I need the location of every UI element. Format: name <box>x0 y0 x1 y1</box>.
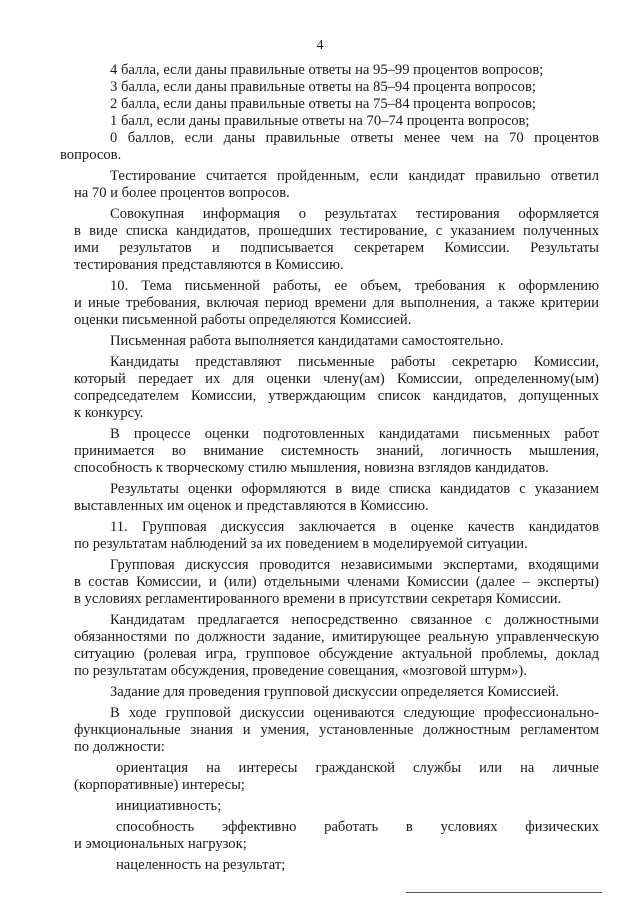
text-line: Групповая дискуссия проводится независимыми экспертами, входящими <box>110 557 599 573</box>
text-line: вопросов. <box>60 147 122 163</box>
text-line: ими результатов и подписывается секретарем Комиссии. Результаты <box>74 240 599 256</box>
text-line: нацеленность на результат; <box>116 857 286 873</box>
text-line: и эмоциональных нагрузок; <box>74 836 247 852</box>
text-line: оценки письменной работы определяются Комиссией. <box>74 312 412 328</box>
text-line: и иные требования, включая период времени для выполнения, а также критерии <box>74 295 599 311</box>
page-number: 4 <box>316 38 324 53</box>
text-line: Тестирование считается пройденным, если кандидат правильно ответил <box>110 168 599 184</box>
text-line: по результатам наблюдений за их поведением в моделируемой ситуации. <box>74 536 528 552</box>
text-line: принимается во внимание системность знаний, логичность мышления, <box>74 443 599 459</box>
text-line: 0 баллов, если даны правильные ответы менее чем на 70 процентов <box>110 130 599 146</box>
text-line: в состав Комиссии, и (или) отдельными членами Комиссии (далее – эксперты) <box>74 574 599 590</box>
text-line: в виде списка кандидатов, прошедших тестирование, с указанием полученных <box>74 223 599 239</box>
text-line: выставленных им оценок и представляются в Комиссию. <box>74 498 429 514</box>
text-line: 3 балла, если даны правильные ответы на 85–94 процента вопросов; <box>110 79 536 95</box>
text-line: 4 балла, если даны правильные ответы на 95–99 процентов вопросов; <box>110 62 544 78</box>
text-line: В ходе групповой дискуссии оцениваются следующие профессионально- <box>110 705 599 721</box>
text-line: 10. Тема письменной работы, ее объем, требования к оформлению <box>110 278 599 294</box>
text-line: сопредседателем Комиссии, утверждающим список кандидатов, допущенных <box>74 388 599 404</box>
text-line: Письменная работа выполняется кандидатами самостоятельно. <box>110 333 504 349</box>
text-line: В процессе оценки подготовленных кандидатами письменных работ <box>110 426 599 442</box>
text-line: функциональные знания и умения, установленные должностным регламентом <box>74 722 599 738</box>
text-line: Результаты оценки оформляются в виде списка кандидатов с указанием <box>110 481 599 497</box>
text-line: по результатам обсуждения, проведение совещания, «мозговой штурм»). <box>74 663 527 679</box>
text-line: 2 балла, если даны правильные ответы на 75–84 процента вопросов; <box>110 96 536 112</box>
text-line: способность к творческому стилю мышления, новизна взглядов кандидатов. <box>74 460 549 476</box>
text-line: на 70 и более процентов вопросов. <box>74 185 290 201</box>
text-line: Совокупная информация о результатах тестирования оформляется <box>110 206 599 222</box>
text-line: обязанностями по должности задание, имитирующее реальную управленческую <box>74 629 599 645</box>
text-line: который передает их для оценки члену(ам) Комиссии, определенному(ым) <box>74 371 599 387</box>
text-line: 1 балл, если даны правильные ответы на 70–74 процента вопросов; <box>110 113 530 129</box>
text-line: по должности: <box>74 739 165 755</box>
footer-divider <box>406 892 602 893</box>
text-line: (корпоративные) интересы; <box>74 777 245 793</box>
text-line: ситуацию (ролевая игра, групповое обсуждение актуальной проблемы, доклад <box>74 646 599 662</box>
text-line: способность эффективно работать в условиях физических <box>116 819 599 835</box>
document-body <box>60 62 599 874</box>
text-line: тестирования представляются в Комиссию. <box>74 257 344 273</box>
text-line: в условиях регламентированного времени в присутствии секретаря Комиссии. <box>74 591 562 607</box>
text-line: Кандидаты представляют письменные работы секретарю Комиссии, <box>110 354 599 370</box>
text-line: ориентация на интересы гражданской службы или на личные <box>116 760 599 776</box>
text-line: к конкурсу. <box>74 405 144 421</box>
text-line: Кандидатам предлагается непосредственно связанное с должностными <box>110 612 599 628</box>
text-line: инициативность; <box>116 798 222 814</box>
text-line: Задание для проведения групповой дискуссии определяется Комиссией. <box>110 684 560 700</box>
text-line: 11. Групповая дискуссия заключается в оценке качеств кандидатов <box>110 519 599 535</box>
